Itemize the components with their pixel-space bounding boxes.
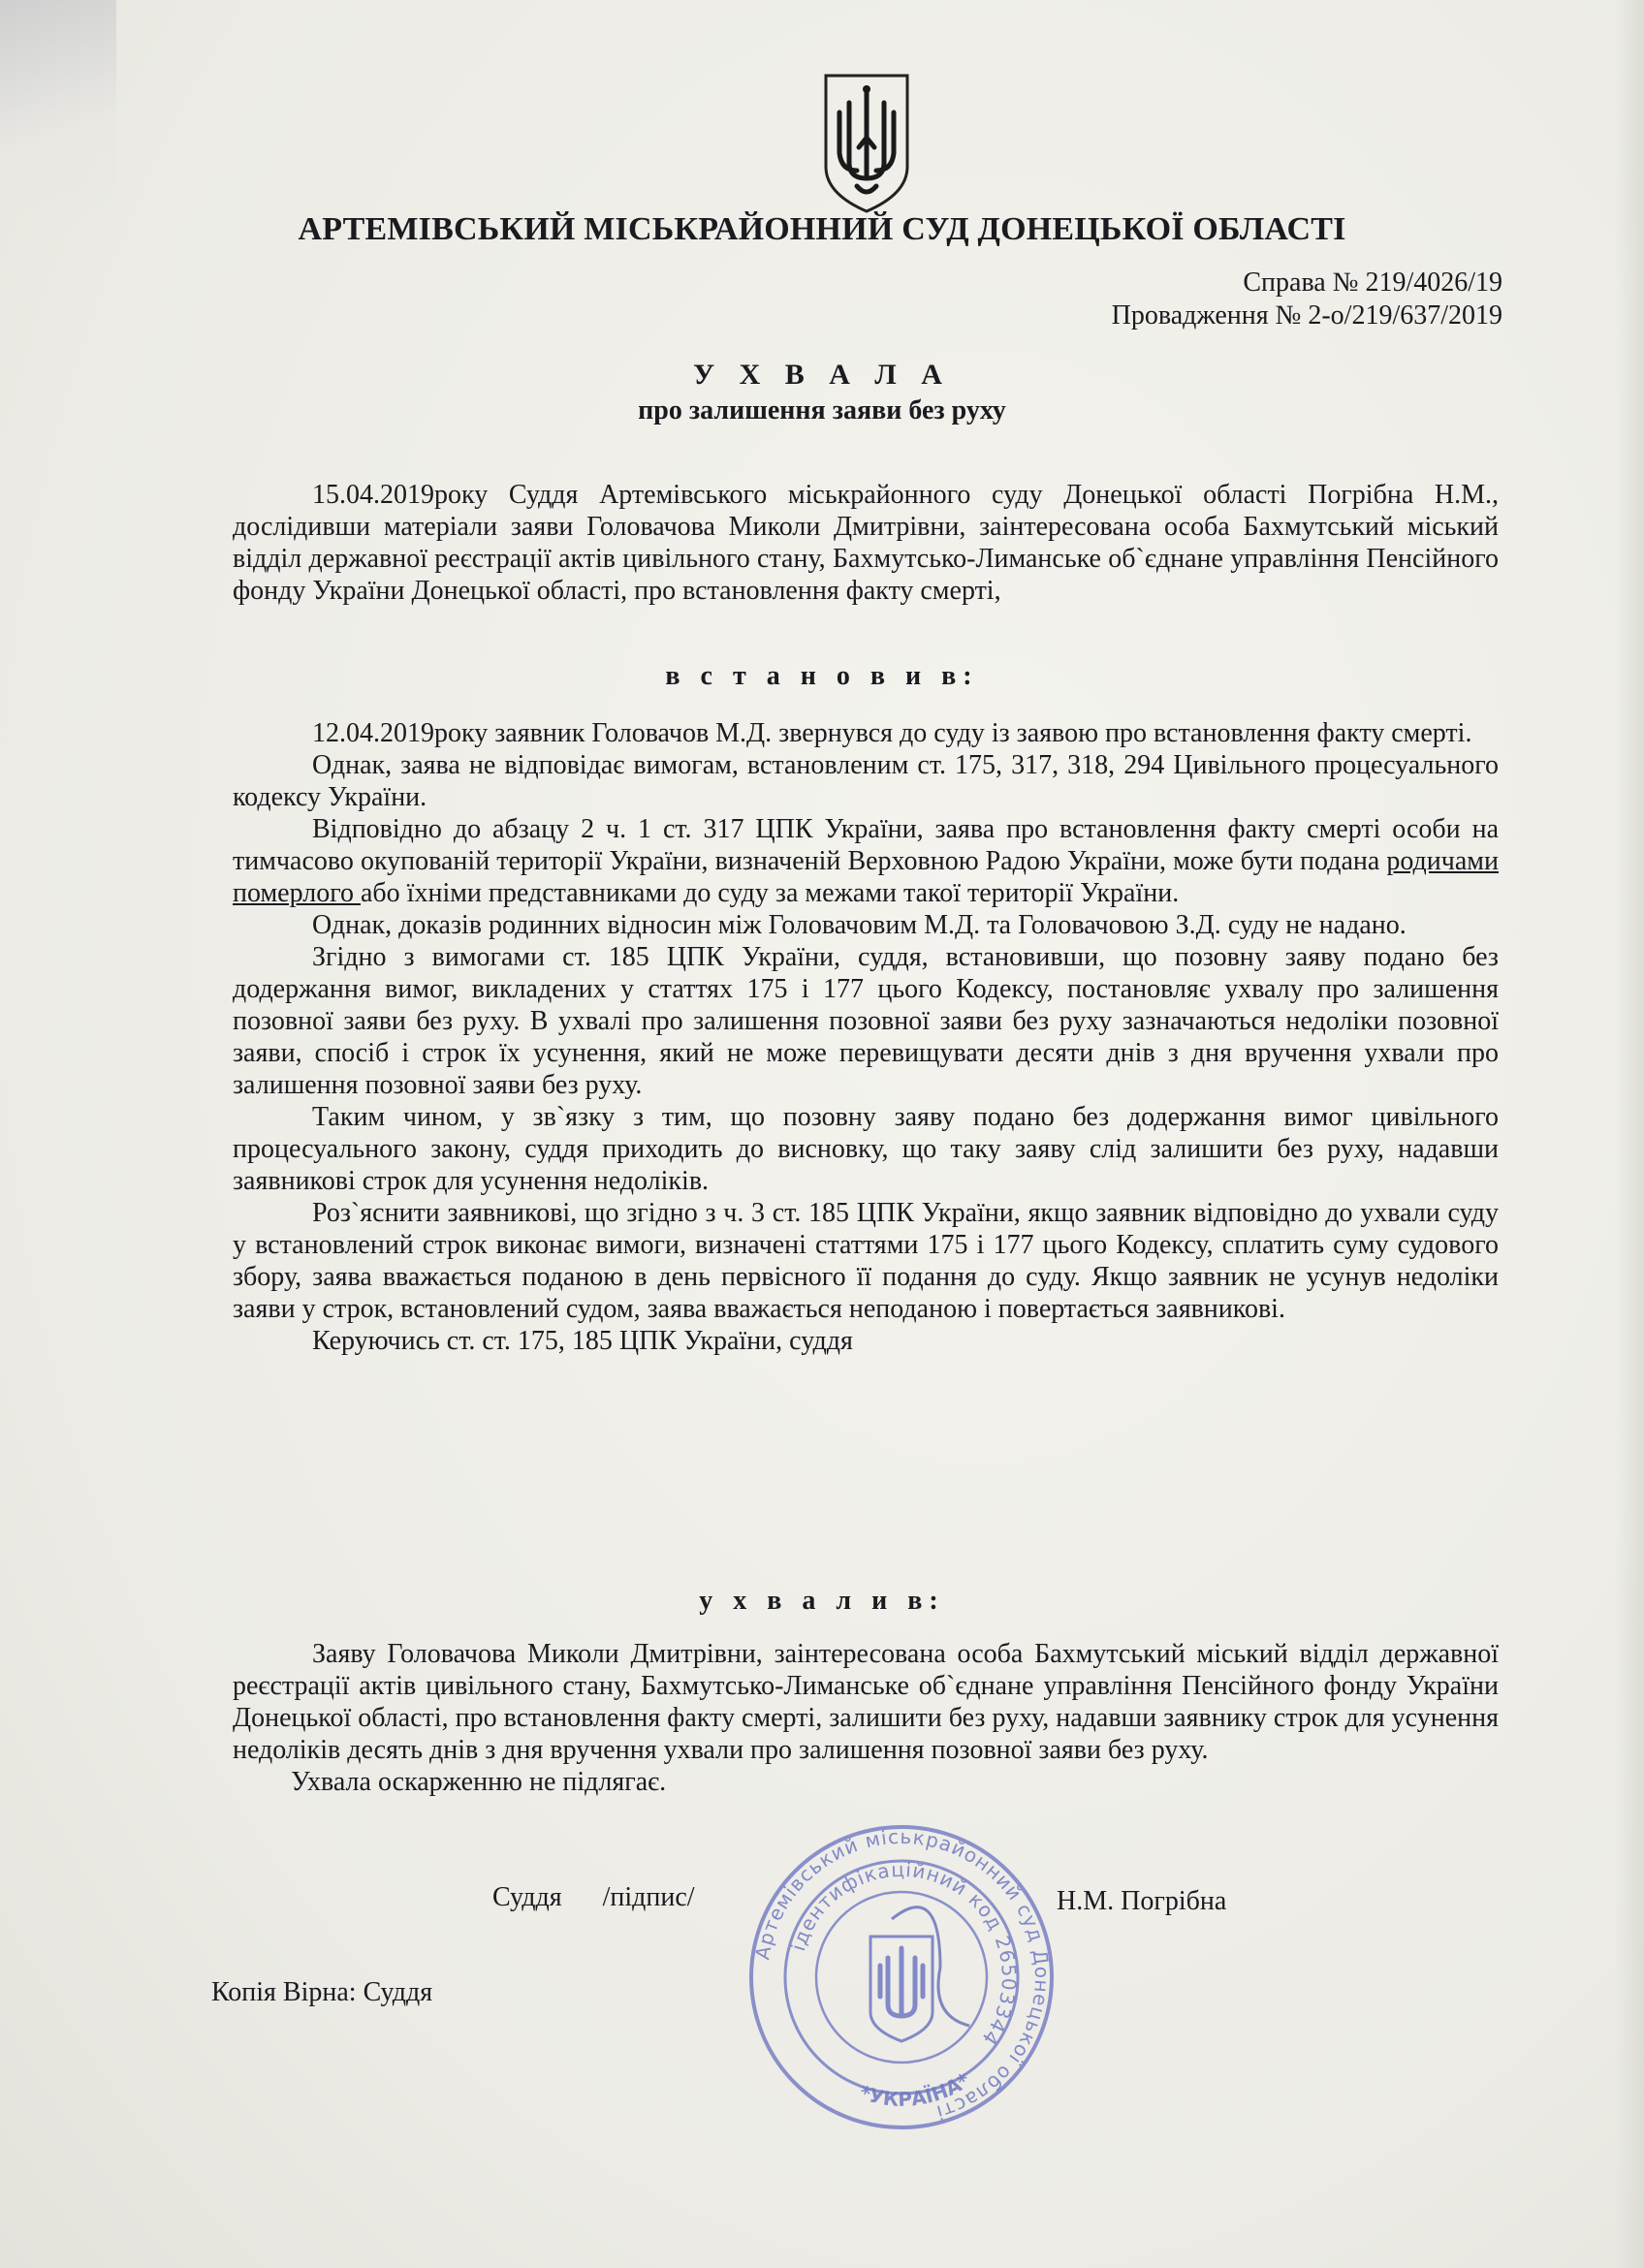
paragraph-3-underlined: родичами померлого [233,846,1499,908]
judge-name: Н.М. Погрібна [1057,1886,1227,1916]
proceeding-number: Провадження № 2-о/219/637/2019 [1111,300,1502,331]
judge-signature-label: Суддя /підпис/ [492,1882,695,1912]
coat-of-arms-icon [820,70,913,215]
seal-middle-text: ідентифікаційний код 26503344 [785,1857,1022,2051]
paragraph-6: Таким чином, у зв`язку з тим, що позовну заяву подано без додержання вимог цивільного процесуального закону, суддя приходить до висновку, що таку заяву слід залишити без руху, надавши заявникові строк для усунення недоліків. [233,1102,1499,1196]
document-title: У Х В А Л А [693,359,951,391]
court-seal-stamp [746,1822,1057,2132]
paragraph-1: 12.04.2019року заявник Головачов М.Д. звернувся до суду із заявою про встановлення факту смерті. [312,718,1472,748]
paragraph-3-end: або їхніми представниками до суду за межами такої території України. [361,878,1180,908]
intro-block [233,479,1499,607]
ruled-heading: у х в а л и в: [699,1586,945,1616]
resolution-block [233,1638,1499,1798]
copy-certified-label: Копія Вірна: Суддя [211,1977,433,2007]
case-number: Справа № 219/4026/19 [1243,268,1502,298]
resolution-paragraph-2: Ухвала оскарженню не підлягає. [291,1767,667,1797]
paragraph-7: Роз`яснити заявникові, що згідно з ч. 3 ст. 185 ЦПК України, якщо заявник відповідно до ухвали суду у встановлений строк виконає вимоги, визначені статтями 175 і 177 цього Кодексу, сплатить суму судового збору, заява вважається поданою в день первісного її подання до суду. Якщо заявник не усунув недоліки заяви у строк, встановлений судом, заява вважається неподаною і повертається заявникові. [233,1198,1499,1324]
seal-outer-text: Артемівський міськрайонний суд Донецької області [750,1824,1055,2126]
paragraph-3 [233,813,1499,909]
document-subtitle: про залишення заяви без руху [638,395,1006,425]
seal-trident-icon [870,1937,933,2041]
paragraph-8: Керуючись ст. ст. 175, 185 ЦПК України, суддя [312,1326,853,1356]
paragraph-2: Однак, заява не відповідає вимогам, встановленим ст. 175, 317, 318, 294 Цивільного процесуального кодексу України. [233,750,1499,812]
court-name: АРТЕМІВСЬКИЙ МІСЬКРАЙОННИЙ СУД ДОНЕЦЬКОЇ ОБЛАСТІ [298,211,1346,247]
paper-corner-fold [0,0,116,223]
resolution-paragraph-1: Заяву Головачова Миколи Дмитрівни, заінтересована особа Бахмутський міський відділ державної реєстрації актів цивільного стану, Бахмутсько-Лиманське об`єднане управління Пенсійного фонду України Донецької області, про встановлення факту смерті, залишити без руху, надавши заявнику строк для усунення недоліків десять днів з дня вручення ухвали про залишення позовної заяви без руху. [233,1639,1499,1765]
established-heading: в с т а н о в и в: [665,661,979,691]
paragraph-3-start: Відповідно до абзацу 2 ч. 1 ст. 317 ЦПК України, заява про встановлення факту смерті особи на тимчасово окупованій території України, визначеній Верховною Радою України, може бути подана [233,814,1499,876]
paragraph-4: Однак, доказів родинних відносин між Головачовим М.Д. та Головачовою З.Д. суду не надано. [312,910,1407,940]
paragraph-5: Згідно з вимогами ст. 185 ЦПК України, суддя, встановивши, що позовну заяву подано без додержання вимог, викладених у статтях 175 і 177 цього Кодексу, постановляє ухвалу про залишення позовної заяви без руху. В ухвалі про залишення позовної заяви без руху зазначаються недоліки позовної заяви, спосіб і строк їх усунення, який не може перевищувати десяти днів з дня вручення ухвали про залишення позовної заяви без руху. [233,942,1499,1100]
paper-edge-shadow [1615,0,1644,2268]
seal-bottom-text: *УКРАЇНА* [856,2067,974,2111]
findings-block [233,717,1499,1357]
intro-paragraph: 15.04.2019року Суддя Артемівського міськрайонного суду Донецької області Погрібна Н.М., дослідивши матеріали заяви Головачова Миколи Дмитрівни, заінтересована особа Бахмутський міський відділ державної реєстрації актів цивільного стану, Бахмутсько-Лиманське об`єднане управління Пенсійного фонду України Донецької області, про встановлення факту смерті, [233,480,1499,606]
